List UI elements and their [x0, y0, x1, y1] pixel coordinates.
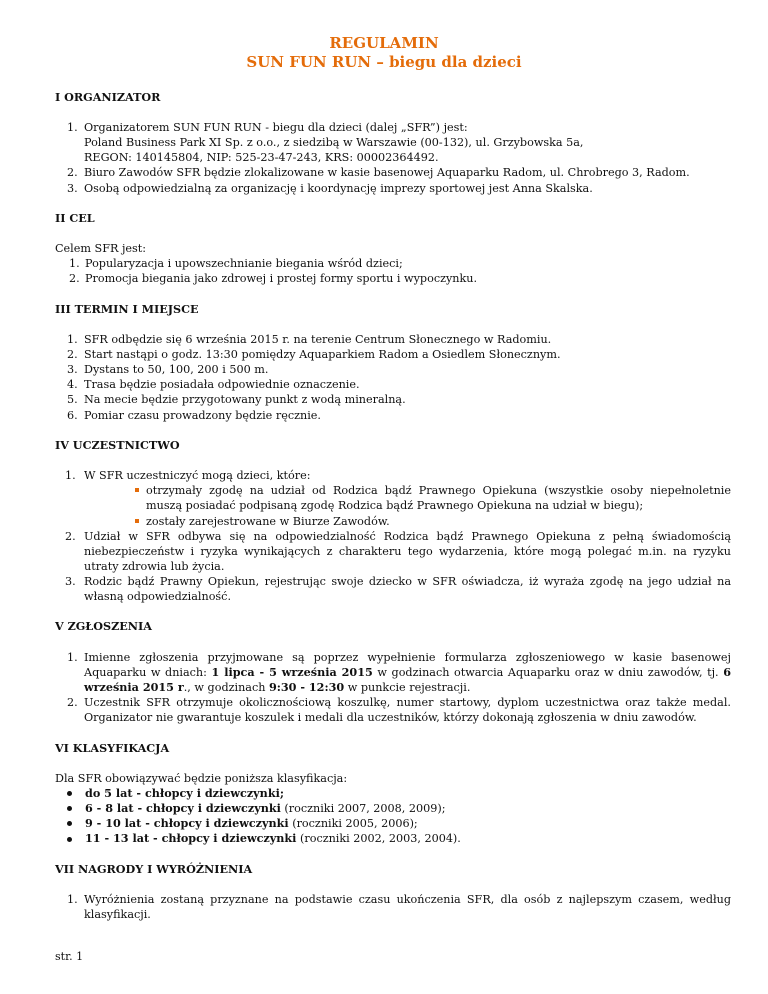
- section-heading: V ZGŁOSZENIA: [55, 619, 152, 634]
- list-item: 1. W SFR uczestniczyć mogą dzieci, które:: [65, 469, 311, 483]
- square-bullet-icon: [135, 488, 139, 492]
- list-item: 1. Organizatorem SUN FUN RUN - biegu dla dzieci (dalej „SFR”) jest: Poland Business Park XI Sp. z o.o., z siedzibą w Warszawie (00-132), ul. Grzybowska 5a, REGON: 140145804, NIP: 525-23-47-243, KRS: 00002364492.: [67, 121, 584, 165]
- bullet-icon: [67, 821, 72, 826]
- list-item: 11 - 13 lat - chłopcy i dziewczynki (roczniki 2002, 2003, 2004).: [55, 831, 731, 846]
- list-item: 3. Osobą odpowiedzialną za organizację i koordynację imprezy sportowej jest Anna Skalska.: [67, 181, 593, 195]
- section-registration: [55, 619, 731, 725]
- section-heading: VII NAGRODY I WYRÓŻNIENIA: [55, 861, 253, 876]
- list-item: 2. Promocja biegania jako zdrowej i prostej formy sportu i wypoczynku.: [69, 272, 478, 286]
- list-item: 5. Na mecie będzie przygotowany punkt z wodą mineralną.: [67, 393, 406, 407]
- list-item: 2. Start nastąpi o godz. 13:30 pomiędzy Aquaparkiem Radom a Osiedlem Słonecznym.: [67, 348, 561, 362]
- list-item: 2. Biuro Zawodów SFR będzie zlokalizowane w kasie basenowej Aquaparku Radom, ul. Chrobrego 3, Radom.: [67, 166, 690, 180]
- sub-list-item: otrzymały zgodę na udział od Rodzica bądź Prawnego Opiekuna (wszystkie osoby niepełnoletnie muszą posiadać podpisaną zgodę Rodzica bądź Prawnego Opiekuna na udział w biegu);: [55, 483, 731, 513]
- section-classification: [55, 741, 731, 847]
- list-item: 4. Trasa będzie posiadała odpowiednie oznaczenie.: [67, 378, 360, 392]
- document-body: [55, 90, 731, 937]
- list-item: do 5 lat - chłopcy i dziewczynki;: [55, 786, 731, 801]
- list-item: 2. Udział w SFR odbywa się na odpowiedzialność Rodzica bądź Prawnego Opiekuna z pełną świadomością niebezpieczeństw i ryzyka wynikających z charakteru tego wydarzenia, które mogą polegać m.in. na ryzyku utraty zdrowia lub życia.: [65, 529, 731, 573]
- bullet-icon: [67, 806, 72, 811]
- section-goal: [55, 211, 731, 286]
- section-heading: I ORGANIZATOR: [55, 90, 161, 104]
- list-item: 1. Imienne zgłoszenia przyjmowane są poprzez wypełnienie formularza zgłoszeniowego w kasie basenowej Aquaparku w dniach: 1 lipca - 5 września 2015 w godzinach otwarcia Aquaparku oraz w dniu zawodów, tj. 6 września 2015 r., w godzinach 9:30 - 12:30 w punkcie rejestracji.: [67, 650, 731, 694]
- section-heading: IV UCZESTNICTWO: [55, 438, 180, 453]
- section-date-place: [55, 302, 731, 423]
- document-title: REGULAMIN: [329, 34, 439, 52]
- list-item: 2. Uczestnik SFR otrzymuje okolicznościową koszulkę, numer startowy, dyplom uczestnictwa oraz także medal. Organizator nie gwarantuje koszulek i medali dla uczestników, którzy dokonają zgłoszenia w dniu zawodów.: [67, 695, 731, 725]
- section-participation: [55, 438, 731, 604]
- section-intro: Celem SFR jest:: [55, 242, 147, 256]
- bullet-icon: [67, 791, 72, 796]
- document-subtitle: SUN FUN RUN – biegu dla dzieci: [246, 53, 522, 71]
- page-number: str. 1: [55, 950, 84, 963]
- list-item: 1. Popularyzacja i upowszechnianie biegania wśród dzieci;: [69, 257, 403, 271]
- section-heading: VI KLASYFIKACJA: [55, 740, 170, 755]
- section-awards: [55, 862, 731, 922]
- section-intro: Dla SFR obowiązywać będzie poniższa klasyfikacja:: [55, 771, 348, 785]
- list-item: 1. SFR odbędzie się 6 września 2015 r. na terenie Centrum Słonecznego w Radomiu.: [67, 333, 552, 347]
- bullet-icon: [67, 837, 72, 842]
- list-item: 6. Pomiar czasu prowadzony będzie ręcznie.: [67, 408, 321, 422]
- section-organizer: [55, 90, 731, 196]
- section-heading: III TERMIN I MIEJSCE: [55, 301, 199, 316]
- list-item: 3. Rodzic bądź Prawny Opiekun, rejestrując swoje dziecko w SFR oświadcza, iż wyraża zgodę na jego udział na własną odpowiedzialność.: [65, 574, 731, 603]
- list-item: 1. Wyróżnienia zostaną przyznane na podstawie czasu ukończenia SFR, dla osób z najlepszym czasem, według klasyfikacji.: [67, 892, 731, 921]
- sub-list-item: zostały zarejestrowane w Biurze Zawodów.: [55, 514, 731, 529]
- square-bullet-icon: [135, 519, 139, 523]
- list-item: 6 - 8 lat - chłopcy i dziewczynki (roczniki 2007, 2008, 2009);: [55, 801, 731, 816]
- list-item: 3. Dystans to 50, 100, 200 i 500 m.: [67, 363, 269, 377]
- list-item: 9 - 10 lat - chłopcy i dziewczynki (roczniki 2005, 2006);: [55, 816, 731, 831]
- section-heading: II CEL: [55, 211, 95, 226]
